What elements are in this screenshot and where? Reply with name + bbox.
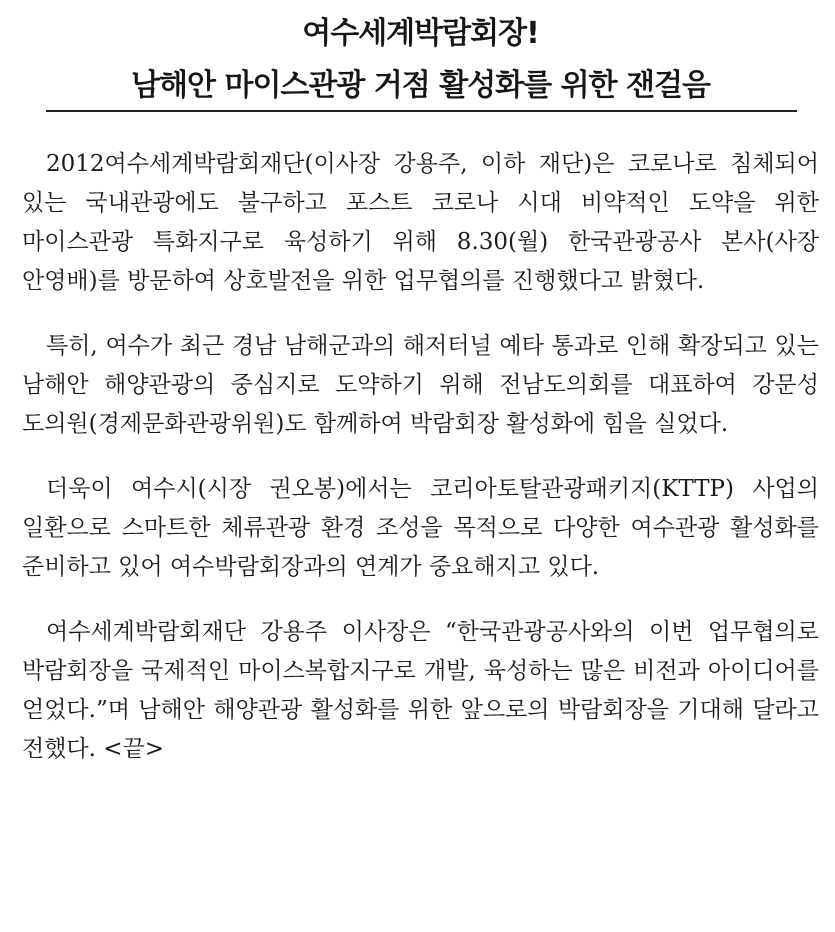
paragraph-1: 2012여수세계박람회재단(이사장 강용주, 이하 재단)은 코로나로 침체되어 있는 국내관광에도 불구하고 포스트 코로나 시대 비약적인 도약을 위한 마이스관광 특화지구로 육성하기 위해 8.30(월) 한국관광공사 본사(사장 안영배)를 방문하여 상호발전을 위한 업무협의를 진행했다고 밝혔다. xyxy=(22,151,819,294)
title-line-1: 여수세계박람회장! xyxy=(302,16,539,51)
paragraph-2: 특히, 여수가 최근 경남 남해군과의 해저터널 예타 통과로 인해 확장되고 있는 남해안 해양관광의 중심지로 도약하기 위해 전남도의회를 대표하여 강문성 도의원(경제문화관광위원)도 함께하여 박람회장 활성화에 힘을 실었다. xyxy=(22,333,819,437)
paragraph-3: 더욱이 여수시(시장 권오봉)에서는 코리아토탈관광패키지(KTTP) 사업의 일환으로 스마트한 체류관광 환경 조성을 목적으로 다양한 여수관광 활성화를 준비하고 있어 여수박람회장과의 연계가 중요해지고 있다. xyxy=(22,476,819,580)
title-underline xyxy=(46,110,797,112)
document-body xyxy=(22,145,819,769)
title-line-2: 남해안 마이스관광 거점 활성화를 위한 잰걸음 xyxy=(131,68,710,103)
paragraph-4: 여수세계박람회재단 강용주 이사장은 “한국관광공사와의 이번 업무협의로 박람회장을 국제적인 마이스복합지구로 개발, 육성하는 많은 비전과 아이디어를 얻었다.”며 남해안 해양관광 활성화를 위한 앞으로의 박람회장을 기대해 달라고 전했다. <끝> xyxy=(22,619,819,762)
document-title xyxy=(22,14,819,110)
